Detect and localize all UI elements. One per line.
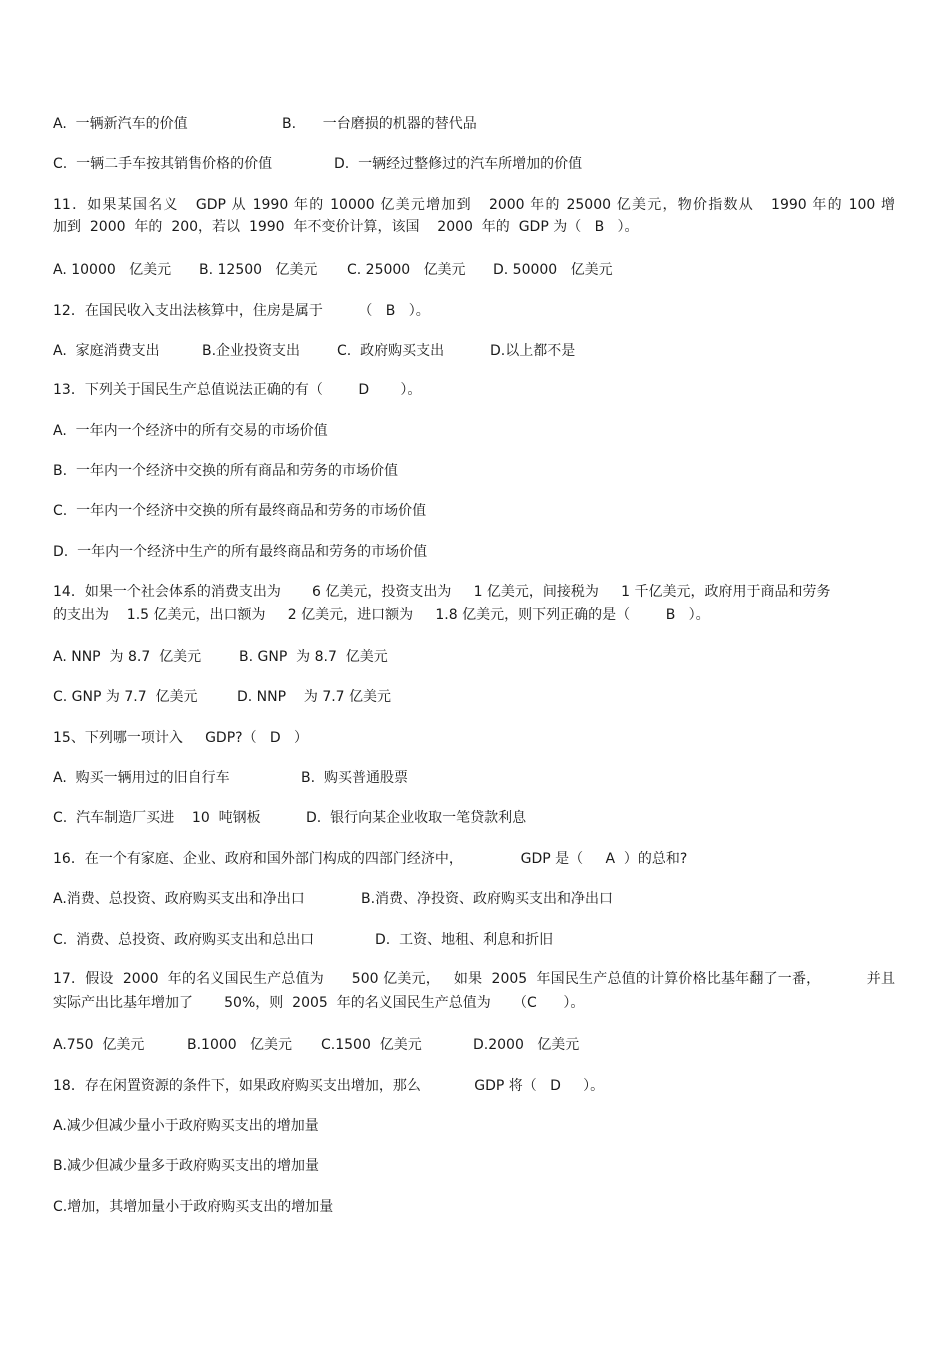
q16-option-b: B.消费、净投资、政府购买支出和净出口 xyxy=(361,891,614,907)
q10-option-a: A. 一辆新汽车的价值 xyxy=(53,116,188,132)
q14-option-b: B. GNP 为 8.7 亿美元 xyxy=(239,649,388,665)
q14-option-a: A. NNP 为 8.7 亿美元 xyxy=(53,649,202,665)
q18-option-c: C.增加，其增加量小于政府购买支出的增加量 xyxy=(53,1199,334,1215)
q15-option-d: D. 银行向某企业收取一笔贷款利息 xyxy=(306,810,527,826)
q16-option-d: D. 工资、地租、利息和折旧 xyxy=(375,932,554,948)
q15-stem: 15、下列哪一项计入 GDP?（ D ） xyxy=(53,730,309,746)
q17-stem-line-1: 17．假设 2000 年的名义国民生产总值为 500 亿美元， 如果 2005 年国民生产总值的计算价格比基年翻了一番， 并且 xyxy=(53,971,895,987)
q11-option-d: D. 50000 亿美元 xyxy=(493,262,613,278)
q12-option-c: C. 政府购买支出 xyxy=(337,343,445,359)
q15-options-row-1 xyxy=(53,768,408,788)
q13-option-a: A. 一年内一个经济中的所有交易的市场价值 xyxy=(53,423,328,439)
q17-option-d: D.2000 亿美元 xyxy=(473,1037,580,1053)
q12-option-a: A. 家庭消费支出 xyxy=(53,343,160,359)
q14-stem-line-1: 14．如果一个社会体系的消费支出为 6 亿美元，投资支出为 1 亿美元，间接税为 1 千亿美元，政府用于商品和劳务 xyxy=(53,584,831,600)
q12-stem: 12．在国民收入支出法核算中，住房是属于 （ B ）。 xyxy=(53,303,430,319)
q17-option-b: B.1000 亿美元 xyxy=(187,1037,293,1053)
q15-option-c: C. 汽车制造厂买进 10 吨钢板 xyxy=(53,810,261,826)
q18-stem: 18．存在闲置资源的条件下，如果政府购买支出增加，那么 GDP 将（ D ）。 xyxy=(53,1078,605,1094)
q10-option-b: B. 一台磨损的机器的替代品 xyxy=(282,116,477,132)
q16-options-row-1 xyxy=(53,889,614,909)
q13-option-b: B. 一年内一个经济中交换的所有商品和劳务的市场价值 xyxy=(53,463,398,479)
q14-stem-line-2: 的支出为 1.5 亿美元，出口额为 2 亿美元，进口额为 1.8 亿美元，则下列正确的是（ B ）。 xyxy=(53,607,710,623)
q10-option-d: D. 一辆经过整修过的汽车所增加的价值 xyxy=(334,156,583,172)
q14-options-row-2 xyxy=(53,687,392,707)
q11-option-c: C. 25000 亿美元 xyxy=(347,262,466,278)
q10-options-row-1 xyxy=(53,114,477,134)
q10-option-c: C. 一辆二手车按其销售价格的价值 xyxy=(53,156,273,172)
q18-option-a: A.减少但减少量小于政府购买支出的增加量 xyxy=(53,1118,319,1134)
q14-option-d: D. NNP 为 7.7 亿美元 xyxy=(237,689,392,705)
q17-options xyxy=(53,1035,580,1055)
q17-stem-line-2: 实际产出比基年增加了 50%，则 2005 年的名义国民生产总值为 （C ）。 xyxy=(53,995,585,1011)
q13-option-d: D. 一年内一个经济中生产的所有最终商品和劳务的市场价值 xyxy=(53,544,428,560)
q11-option-b: B. 12500 亿美元 xyxy=(199,262,318,278)
q12-option-b: B.企业投资支出 xyxy=(202,343,301,359)
q16-options-row-2 xyxy=(53,930,554,950)
q13-stem: 13．下列关于国民生产总值说法正确的有（ D ）。 xyxy=(53,382,422,398)
q15-options-row-2 xyxy=(53,808,527,828)
q14-option-c: C. GNP 为 7.7 亿美元 xyxy=(53,689,198,705)
q17-option-c: C.1500 亿美元 xyxy=(321,1037,422,1053)
q15-option-b: B. 购买普通股票 xyxy=(301,770,408,786)
q11-stem-line-1: 11．如果某国名义 GDP 从 1990 年的 10000 亿美元增加到 2000 年的 25000 亿美元，物价指数从 1990 年的 100 增 xyxy=(53,197,895,213)
q18-option-b: B.减少但减少量多于政府购买支出的增加量 xyxy=(53,1158,320,1174)
q15-option-a: A. 购买一辆用过的旧自行车 xyxy=(53,770,230,786)
q13-option-c: C. 一年内一个经济中交换的所有最终商品和劳务的市场价值 xyxy=(53,503,427,519)
q16-option-a: A.消费、总投资、政府购买支出和净出口 xyxy=(53,891,305,907)
q11-option-a: A. 10000 亿美元 xyxy=(53,262,172,278)
q16-option-c: C. 消费、总投资、政府购买支出和总出口 xyxy=(53,932,315,948)
q16-stem: 16．在一个有家庭、企业、政府和国外部门构成的四部门经济中， GDP 是（ A ）的总和? xyxy=(53,851,688,867)
q11-stem-line-2: 加到 2000 年的 200，若以 1990 年不变价计算，该国 2000 年的 GDP 为（ B ）。 xyxy=(53,219,639,235)
q12-option-d: D.以上都不是 xyxy=(490,343,576,359)
q17-option-a: A.750 亿美元 xyxy=(53,1037,145,1053)
q12-options xyxy=(53,341,576,361)
q10-options-row-2 xyxy=(53,154,583,174)
q11-options xyxy=(53,260,613,280)
q14-options-row-1 xyxy=(53,647,388,667)
